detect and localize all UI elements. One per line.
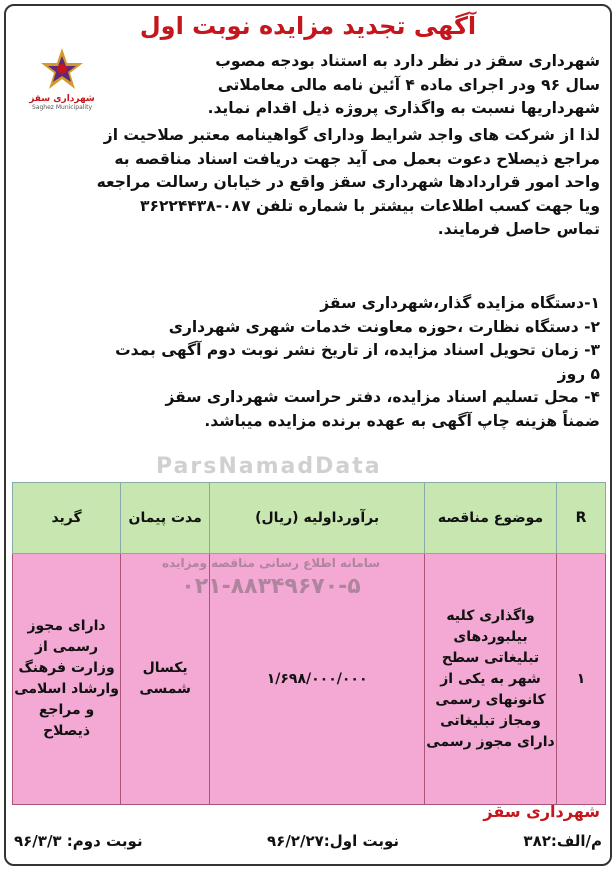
header-estimate: برآورداولیه (ریال) (210, 483, 425, 554)
footer (14, 832, 602, 854)
header-r: R (556, 483, 605, 554)
list-item: ۳- زمان تحویل اسناد مزایده، از تاریخ نشر نوبت دوم آگهی بمدت (115, 341, 600, 359)
body-line: ویا جهت کسب اطلاعات بیشتر با شماره تلفن ۰۸۷-۳۶۲۲۴۴۳۸ (140, 196, 600, 215)
cell-r: ۱ (556, 554, 605, 805)
list-item: ۲- دستگاه نظارت ،حوزه معاونت خدمات شهری شهرداری (168, 317, 600, 336)
items-list (16, 292, 600, 433)
list-item: ۱-دستگاه مزایده گذار،شهرداری سقز (320, 294, 600, 312)
body-line: واحد امور قراردادها شهرداری سقز واقع در خیابان رسالت مراجعه (96, 173, 600, 191)
intro-paragraph (130, 50, 600, 121)
body-line: تماس حاصل فرمایند. (437, 220, 600, 238)
cell-estimate: ۱/۶۹۸/۰۰۰/۰۰۰ (210, 554, 425, 805)
tender-table (12, 482, 606, 805)
page-title: آگهی تجدید مزایده نوبت اول (139, 12, 477, 40)
footer-first-publish: نوبت اول:۹۶/۲/۲۷ (267, 832, 399, 850)
cell-subject: واگذاری کلیه بیلبوردهای تبلیغاتی سطح شهر به یکی از کانونهای رسمی ومجاز تبلیغاتی دارای مجوز رسمی (425, 554, 557, 805)
watermark: ParsNamadData (156, 454, 382, 479)
logo-subtext: Saghez Municipality (32, 104, 92, 111)
overlay-phone: ۰۲۱-۸۸۳۴۹۶۷۰-۵ (181, 574, 361, 599)
advertisement-page (4, 4, 612, 866)
body-line: مراجع ذیصلاح دعوت بعمل می آید جهت دریافت اسناد مناقصه به (114, 149, 600, 168)
municipality-logo (14, 46, 110, 116)
list-item: ضمناً هزینه چاپ آگهی به عهده برنده مزایده میباشد. (204, 411, 600, 430)
intro-line: شهرداری سقز در نظر دارد به استناد بودجه مصوب (215, 52, 600, 70)
header-duration: مدت پیمان (121, 483, 210, 554)
logo-text: شهرداری سقز (29, 94, 95, 104)
cell-duration: یکسال شمسی (121, 554, 210, 805)
footer-second-publish: نوبت دوم: ۹۶/۳/۳ (14, 832, 143, 850)
table-watermark-overlay (156, 556, 386, 599)
body-line: لذا از شرکت های واجد شرایط ودارای گواهینامه معتبر صلاحیت از (103, 126, 600, 144)
overlay-line: سامانه اطلاع رسانی مناقصه ومزایده (161, 556, 381, 570)
footer-code: م/الف:۳۸۲ (523, 832, 602, 850)
table-header-row (13, 483, 606, 554)
cell-grade: دارای مجوز رسمی از وزارت فرهنگ وارشاد اسلامی و مراجع ذیصلاح (13, 554, 121, 805)
body-paragraph (16, 124, 600, 242)
header-grade: گرید (13, 483, 121, 554)
list-item: ۵ روز (557, 364, 600, 383)
list-item: ۴- محل تسلیم اسناد مزایده، دفتر حراست شهرداری سقز (165, 388, 600, 406)
header-subject: موضوع مناقصه (425, 483, 557, 554)
intro-line: شهرداریها نسبت به واگذاری پروژه ذیل اقدام نماید. (207, 99, 600, 117)
signature: شهرداری سقز (483, 802, 600, 821)
logo-emblem-icon (39, 46, 85, 92)
intro-line: سال ۹۶ ودر اجرای ماده ۴ آئین نامه مالی معاملاتی (217, 75, 600, 94)
